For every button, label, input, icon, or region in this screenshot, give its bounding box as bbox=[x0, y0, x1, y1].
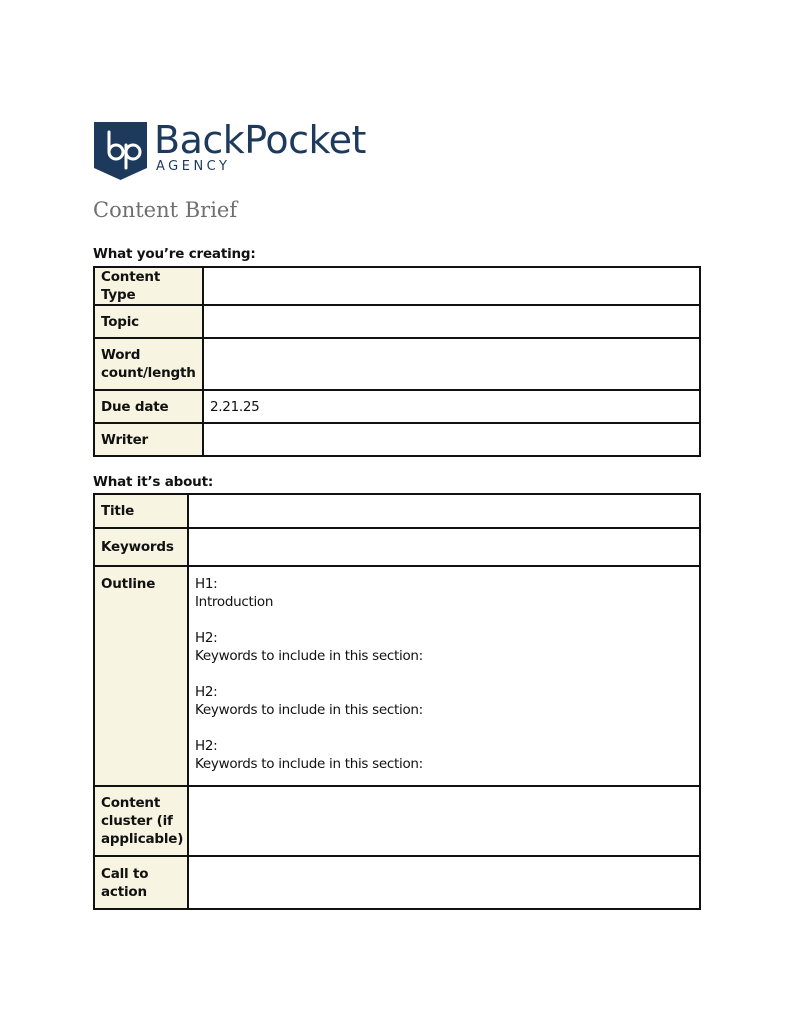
word-count-value[interactable] bbox=[203, 338, 700, 390]
table-row bbox=[94, 566, 700, 786]
outline-item bbox=[195, 737, 693, 773]
brand-wordmark bbox=[154, 120, 366, 174]
content-cluster-label: Content cluster (if applicable) bbox=[94, 786, 188, 856]
outline-detail: Keywords to include in this section: bbox=[195, 648, 423, 664]
outline-item bbox=[195, 575, 693, 611]
topic-value[interactable] bbox=[203, 305, 700, 338]
outline-heading: H2: bbox=[195, 684, 218, 700]
table-row bbox=[94, 786, 700, 856]
table-row bbox=[94, 423, 700, 456]
section-about-label: What it’s about: bbox=[93, 474, 214, 490]
due-date-label: Due date bbox=[94, 390, 203, 423]
content-type-value[interactable] bbox=[203, 267, 700, 305]
outline-detail: Keywords to include in this section: bbox=[195, 756, 423, 772]
outline-heading: H2: bbox=[195, 738, 218, 754]
table-row bbox=[94, 267, 700, 305]
brand-logo bbox=[94, 118, 366, 180]
table-row bbox=[94, 856, 700, 909]
table-row bbox=[94, 305, 700, 338]
content-type-label: Content Type bbox=[94, 267, 203, 305]
outline-value[interactable] bbox=[188, 566, 700, 786]
table-row bbox=[94, 390, 700, 423]
keywords-label: Keywords bbox=[94, 528, 188, 566]
table-row bbox=[94, 494, 700, 528]
call-to-action-value[interactable] bbox=[188, 856, 700, 909]
section-creating-label: What you’re creating: bbox=[93, 246, 256, 262]
document-title: Content Brief bbox=[93, 198, 238, 222]
content-cluster-value[interactable] bbox=[188, 786, 700, 856]
about-table bbox=[93, 493, 701, 910]
word-count-label: Word count/length bbox=[94, 338, 203, 390]
table-row bbox=[94, 338, 700, 390]
topic-label: Topic bbox=[94, 305, 203, 338]
outline-heading: H2: bbox=[195, 630, 218, 646]
brand-subtitle: AGENCY bbox=[156, 159, 231, 174]
table-row bbox=[94, 528, 700, 566]
title-label: Title bbox=[94, 494, 188, 528]
due-date-value[interactable]: 2.21.25 bbox=[203, 390, 700, 423]
outline-label: Outline bbox=[94, 566, 188, 786]
outline-item bbox=[195, 683, 693, 719]
outline-detail: Keywords to include in this section: bbox=[195, 702, 423, 718]
brand-name: BackPocket bbox=[154, 118, 366, 162]
call-to-action-label: Call to action bbox=[94, 856, 188, 909]
bp-logo-icon bbox=[94, 122, 147, 180]
outline-item bbox=[195, 629, 693, 665]
outline-heading: H1: bbox=[195, 576, 218, 592]
creating-table bbox=[93, 266, 701, 457]
outline-detail: Introduction bbox=[195, 594, 274, 610]
title-value[interactable] bbox=[188, 494, 700, 528]
writer-label: Writer bbox=[94, 423, 203, 456]
writer-value[interactable] bbox=[203, 423, 700, 456]
keywords-value[interactable] bbox=[188, 528, 700, 566]
